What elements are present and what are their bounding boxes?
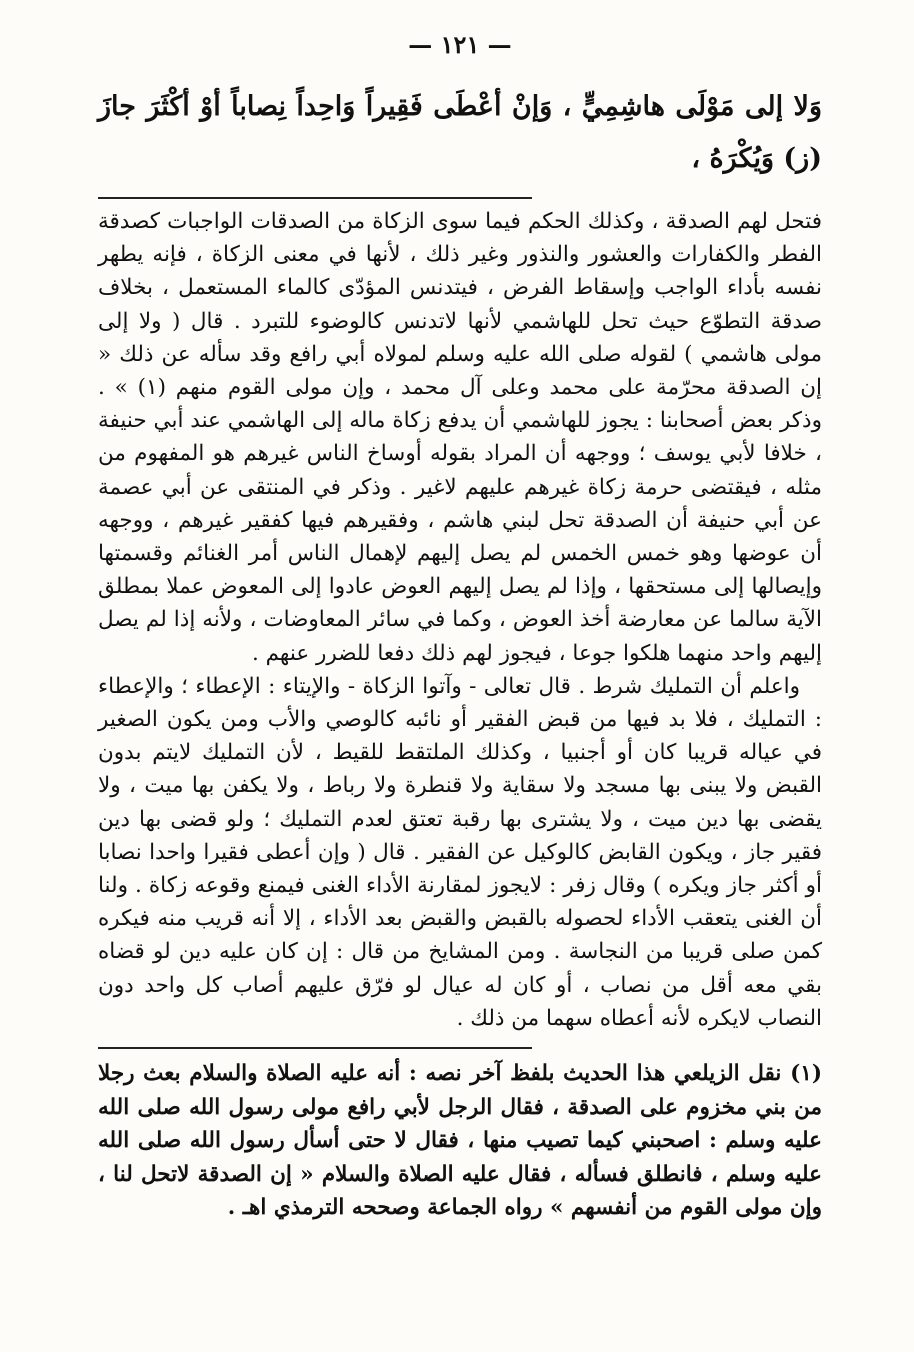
matn-text: وَلا إلى مَوْلَى هاشِمِيٍّ ، وَإنْ أعْطَى فَقِيراً وَاحِداً نِصاباً أوْ أكْثَرَ جازَ (ز) وَيُكْرَهُ ، bbox=[98, 91, 822, 174]
footnote-divider bbox=[98, 1047, 532, 1049]
commentary-paragraph: واعلم أن التمليك شرط . قال تعالى - وآتوا الزكاة - والإيتاء : الإعطاء ؛ والإعطاء : التمليك ، فلا بد فيها من قبض الفقير أو نائبه كالوصي والأب ومن يكون الصغير في عياله قريبا كان أو أجنبيا ، وكذلك الملتقط للقيط ، لأن التمليك لايتم بدون القبض ولا يبنى بها مسجد ولا سقاية ولا قنطرة ولا رباط ، ولا يكفن بها ميت ، ولا يقضى بها دين ميت ، ولا يشترى بها رقبة تعتق لعدم التمليك ؛ ولو قضى بها دين فقير جاز ، ويكون القابض كالوكيل عن الفقير . قال ( وإن أعطى فقيرا واحدا نصابا أو أكثر جاز ويكره ) وقال زفر : لايجوز لمقارنة الأداء الغنى فيمنع وقوعه زكاة . ولنا أن الغنى يتعقب الأداء لحصوله بالقبض والقبض بعد الأداء ، إلا أنه قريب منه فيكره كمن صلى قريبا من النجاسة . ومن المشايخ من قال : إن كان عليه دين لو قضاه بقي معه أقل من نصاب ، أو كان له عيال لو فرّق عليهم أصاب كل واحد دون النصاب لايكره لأنه أعطاه سهما من ذلك . bbox=[98, 673, 822, 1031]
commentary bbox=[98, 205, 822, 1035]
page-number: — ١٢١ — bbox=[408, 30, 512, 59]
matn-divider bbox=[98, 197, 532, 199]
footnotes bbox=[98, 1057, 822, 1225]
footnote: (١) نقل الزيلعي هذا الحديث بلفظ آخر نصه : أنه عليه الصلاة والسلام بعث رجلا من بني مخزوم على الصدقة ، فقال الرجل لأبي رافع مولى رسول الله صلى الله عليه وسلم : اصحبني كيما تصيب منها ، فقال لا حتى أسأل رسول الله صلى الله عليه وسلم ، فانطلق فسأله ، فقال عليه الصلاة والسلام « إن الصدقة لاتحل لنا ، وإن مولى القوم من أنفسهم » رواه الجماعة وصححه الترمذي اهـ . bbox=[98, 1061, 822, 1221]
commentary-paragraph: فتحل لهم الصدقة ، وكذلك الحكم فيما سوى الزكاة من الصدقات الواجبات كصدقة الفطر والكفارات والعشور والنذور وغير ذلك ، لأنها في معنى الزكاة ، فإنه يطهر نفسه بأداء الواجب وإسقاط الفرض ، فيتدنس المؤدّى كالماء المستعمل ، بخلاف صدقة التطوّع حيث تحل للهاشمي لأنها لاتدنس كالوضوء للتبرد . قال ( ولا إلى مولى هاشمي ) لقوله صلى الله عليه وسلم لمولاه أبي رافع وقد سأله عن ذلك « إن الصدقة محرّمة على محمد وعلى آل محمد ، وإن مولى القوم منهم (١) » . وذكر بعض أصحابنا : يجوز للهاشمي أن يدفع زكاة ماله إلى الهاشمي عند أبي حنيفة ، خلافا لأبي يوسف ؛ ووجهه أن المراد بقوله أوساخ الناس غيرهم هو المفهوم من مثله ، فيقتضى حرمة زكاة غيرهم عليهم لاغير . وذكر في المنتقى عن أبي عصمة عن أبي حنيفة أن الصدقة تحل لبني هاشم ، وفقيرهم فيها كفقير غيرهم ، ووجهه أن عوضها وهو خمس الخمس لم يصل إليهم لإهمال الناس أمر الغنائم وقسمتها وإيصالها إلى مستحقها ، وإذا لم يصل إليهم العوض عادوا إلى المعوض عملا بمطلق الآية سالما عن معارضة أخذ العوض ، وكما في سائر المعاوضات ، ولأنه إذا لم يصل إليهم واحد منهما هلكوا جوعا ، فيجوز لهم ذلك دفعا للضرر عنهم . bbox=[98, 209, 822, 666]
